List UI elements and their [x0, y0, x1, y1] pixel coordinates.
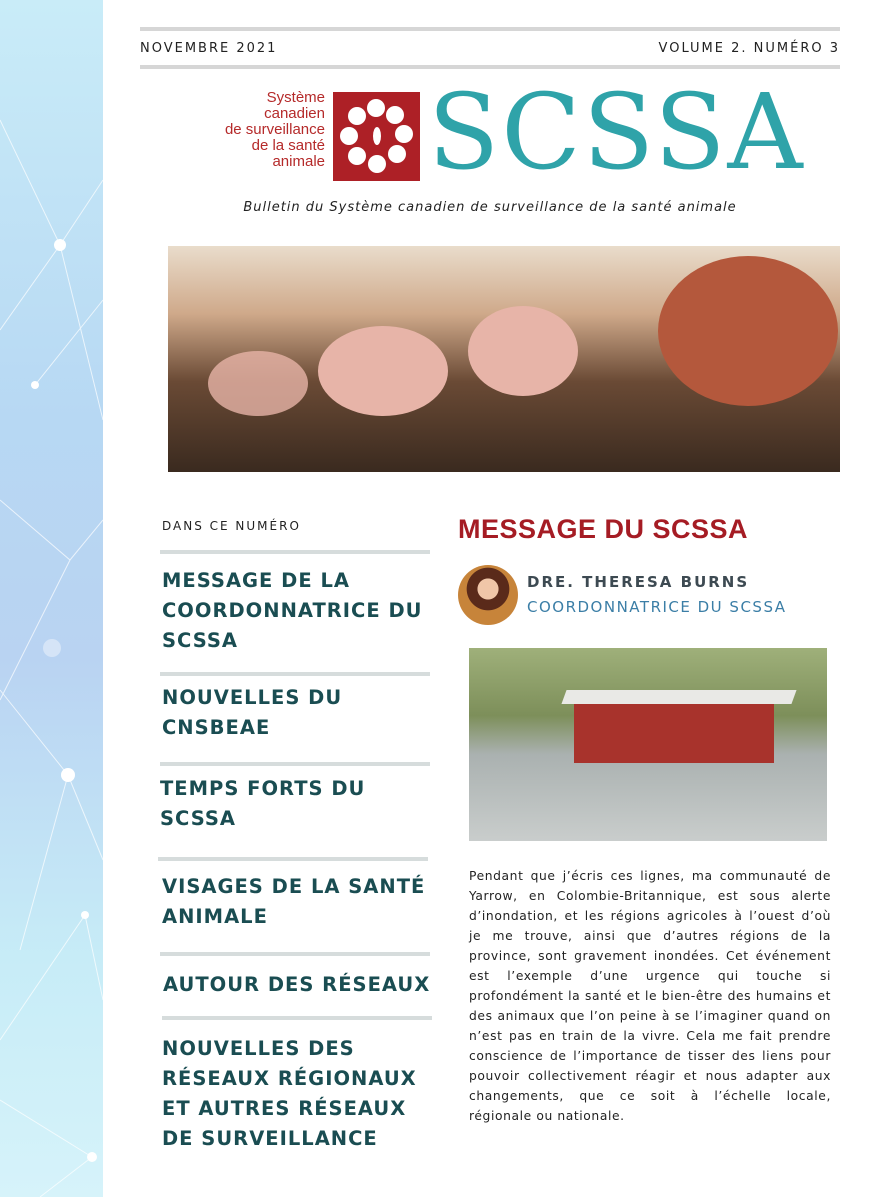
toc-label: DANS CE NUMÉRO [162, 519, 301, 533]
toc-item-temps-forts[interactable]: TEMPS FORTS DU SCSSA [160, 777, 366, 830]
toc-item-nouvelles-cnsbeae[interactable]: NOUVELLES DU CNSBEAE [162, 686, 343, 739]
divider [160, 672, 430, 676]
divider [162, 1016, 432, 1020]
author-name: DRE. THERESA BURNS [527, 573, 750, 591]
issue-date: NOVEMBRE 2021 [140, 41, 278, 56]
header-rule [140, 65, 840, 69]
logo-line: de surveillance [224, 121, 325, 138]
issue-number: VOLUME 2. NUMÉRO 3 [658, 41, 840, 56]
flood-photo [469, 648, 827, 841]
divider [158, 857, 428, 861]
section-title: MESSAGE DU SCSSA [458, 514, 749, 544]
decorative-network-strip [0, 0, 103, 1197]
top-rule [140, 27, 840, 31]
logo-wordmark [205, 90, 325, 170]
message-body: Pendant que j’écris ces lignes, ma communauté de Yarrow, en Colombie-Britannique, est sous alerte d’inondation, et les régions agricoles à l’ouest d’où je me trouve, ainsi que d’autres régions de la province, sont gravement inondées. Cet événement est l’exemple d’une urgence qui touche si profondément la santé et le bien-être des humains et des animaux que l’on peine à se l’imaginer quand on n’est pas en train de la vivre. Cela me fait prendre conscience de l’importance de tisser des liens pour pouvoir collectivement réagir et nous adapter aux changements, que ce soit à l’échelle locale, régionale ou nationale. [469, 869, 831, 1123]
toc-item-message-coordonnatrice[interactable]: MESSAGE DE LA COORDONNATRICE DU SCSSA [162, 569, 423, 652]
logo-line: Système [266, 89, 325, 106]
logo-line: animale [272, 153, 325, 170]
logo-acronym: SCSSA [428, 71, 805, 193]
author-avatar [458, 565, 518, 625]
divider [160, 952, 430, 956]
network-lines-graphic [0, 0, 103, 1197]
toc-item-autour-reseaux[interactable]: AUTOUR DES RÉSEAUX [163, 973, 431, 996]
author-role: COORDONNATRICE DU SCSSA [527, 598, 787, 616]
toc-item-reseaux-regionaux[interactable]: NOUVELLES DES RÉSEAUX RÉGIONAUX ET AUTRES RÉSEAUX DE SURVEILLANCE [162, 1037, 417, 1150]
toc-item-visages[interactable]: VISAGES DE LA SANTÉ ANIMALE [162, 875, 426, 928]
logo-emblem-icon [333, 92, 420, 181]
logo-line: de la santé [251, 137, 325, 154]
newsletter-subtitle: Bulletin du Système canadien de surveillance de la santé animale [243, 200, 737, 215]
divider [160, 762, 430, 766]
divider [160, 550, 430, 554]
logo-line: canadien [264, 105, 325, 122]
hero-image-pigs [168, 246, 840, 472]
